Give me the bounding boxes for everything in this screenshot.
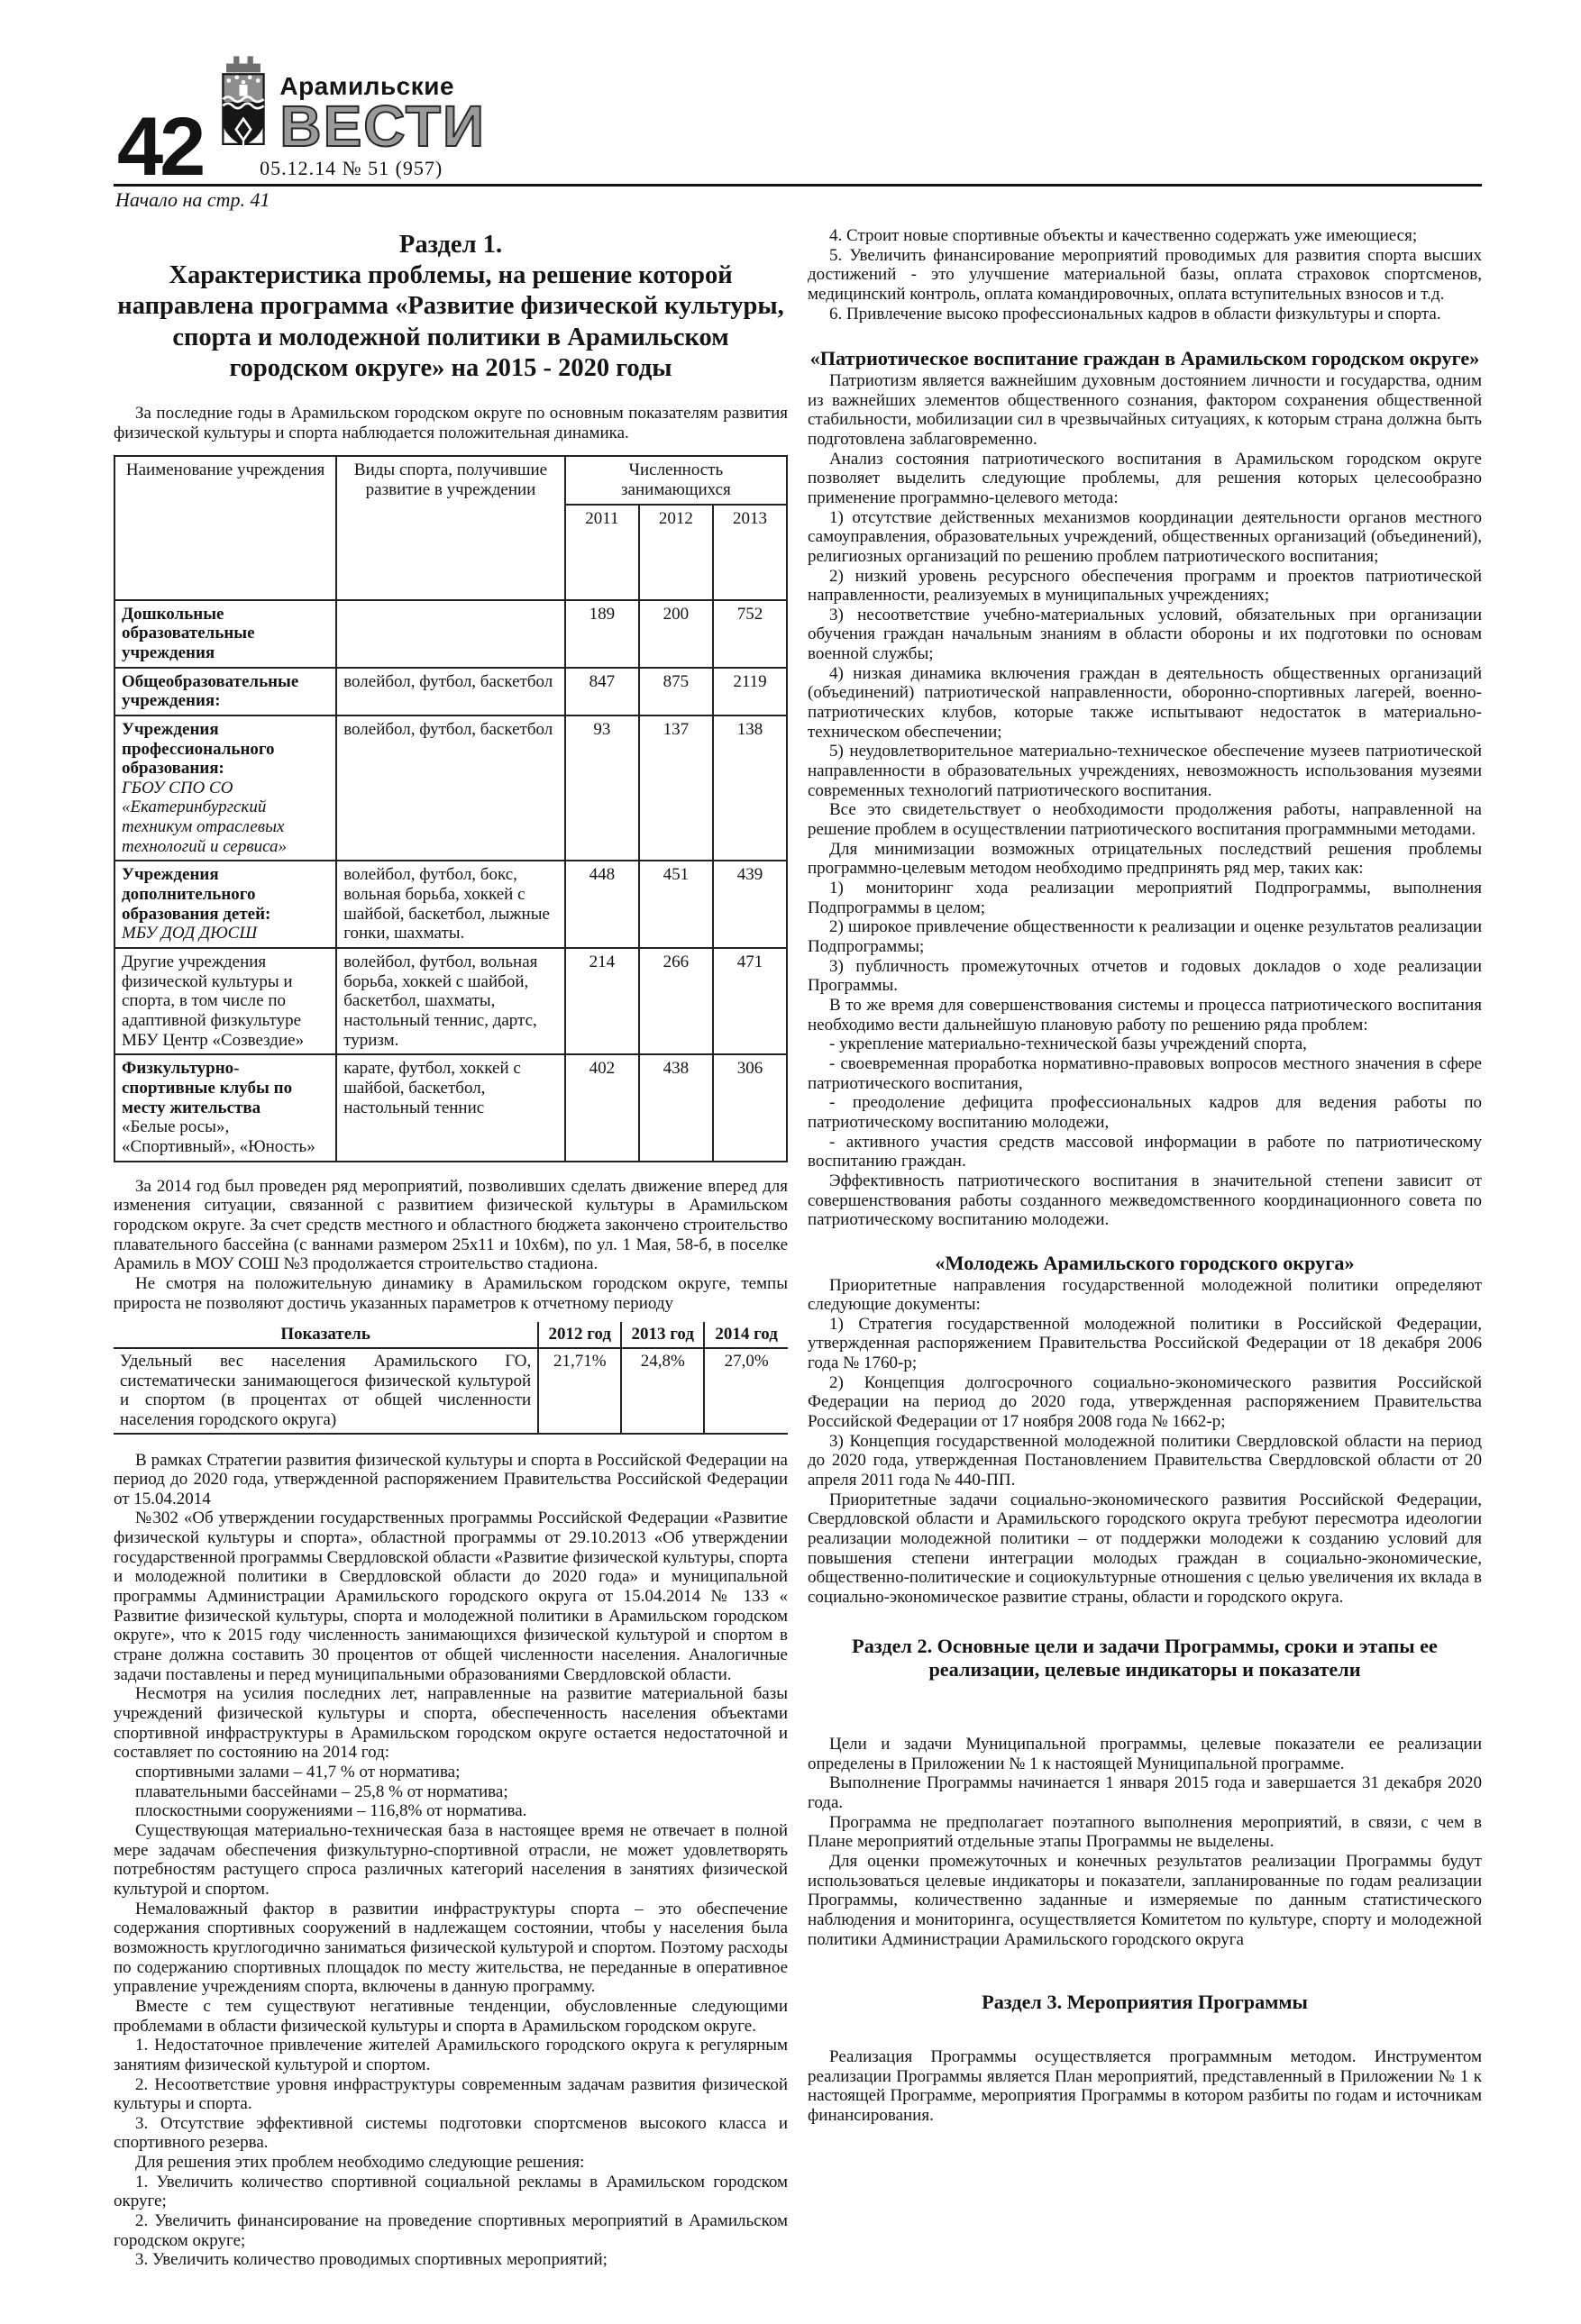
article-body (114, 226, 1482, 2270)
cell-sports: карате, футбол, хоккей с шайбой, баскетбол, настольный теннис (336, 1054, 565, 1161)
paragraph: плоскостными сооружениями – 116,8% от норматива. (135, 1801, 527, 1821)
continuation-note: Начало на стр. 41 (115, 188, 270, 211)
column-header-2011: 2011 (565, 505, 639, 600)
cell-sports: волейбол, футбол, вольная борьба, хоккей с шайбой, баскетбол, шахматы, настольный теннис, дартс, туризм. (336, 948, 565, 1054)
table-row (114, 948, 787, 1054)
cell-2013: 471 (713, 948, 787, 1054)
header-rule (114, 184, 1482, 187)
paragraph: 1) мониторинг хода реализации мероприятий Подпрограммы, выполнения Подпрограммы в целом; (808, 879, 1482, 917)
paragraph: 1) Стратегия государственной молодежной политики в Российской Федерации, утвержденная распоряжением Правительства Российской Федерации от 18 декабря 2006 года № 1760-р; (808, 1314, 1482, 1373)
logo-block (216, 50, 486, 180)
section-1-heading-rest: Характеристика проблемы, на решение которой направлена программа «Развитие физической культуры, спорта и молодежной политики в Арамильском городском округе» на 2015 - 2020 годы (117, 261, 784, 382)
paragraph: 3. Увеличить количество проводимых спортивных мероприятий; (135, 2250, 608, 2270)
cell-2014-value: 27,0% (704, 1348, 788, 1434)
issue-line: 05.12.14 № 51 (957) (260, 157, 443, 179)
cell-institution: Дошкольные образовательные учреждения (114, 600, 336, 668)
cell-2012: 266 (639, 948, 713, 1054)
column-header-2012: 2012 (639, 505, 713, 600)
table-row (114, 600, 787, 668)
institutions-table (114, 455, 788, 1162)
masthead (114, 50, 1482, 194)
cell-2013: 306 (713, 1054, 787, 1161)
column-header-count: Численность занимающихся (565, 456, 787, 504)
cell-2013-value: 24,8% (621, 1348, 704, 1434)
paragraph: 1. Увеличить количество спортивной социальной рекламы в Арамильском городском округе; (114, 2172, 788, 2211)
paragraph: 4. Строит новые спортивные объекты и качественно содержать уже имеющиеся; (829, 226, 1418, 245)
cell-institution: Физкультурно-спортивные клубы по месту жительства «Белые росы», «Спортивный», «Юность» (114, 1054, 336, 1161)
paragraph: 2) Концепция долгосрочного социально-экономического развития Российской Федерации на период до 2020 года, утвержденная распоряжением Правительства Российской Федерации от 17 ноября 2008 года № 1662-р; (808, 1372, 1482, 1432)
paragraph: Для решения этих проблем необходимо следующие решения: (135, 2153, 585, 2173)
cell-sports: волейбол, футбол, бокс, вольная борьба, хоккей с шайбой, баскетбол, лыжные гонки, шахматы. (336, 861, 565, 948)
paragraph: Реализация Программы осуществляется программным методом. Инструментом реализации Программы является План мероприятий, представленный в Приложении № 1 к настоящей Программе, мероприятия Программы в котором разбиты по годам и источникам финансирования. (808, 2046, 1482, 2125)
paragraph: Цели и задачи Муниципальной программы, целевые показатели ее реализации определены в Приложении № 1 к настоящей Муниципальной программе. (808, 1735, 1482, 1773)
paragraph: - преодоление дефицита профессиональных кадров для ведения работы по патриотическому воспитанию молодежи, (808, 1093, 1482, 1132)
cell-institution: Общеобразовательные учреждения: (114, 668, 336, 715)
cell-2011: 402 (565, 1054, 639, 1161)
cell-2012: 438 (639, 1054, 713, 1161)
paragraph: 3. Отсутствие эффективной системы подготовки спортсменов высокого класса и спортивного резерва. (114, 2113, 788, 2153)
paragraph: плавательными бассейнами – 25,8 % от норматива; (135, 1782, 508, 1801)
paragraph: Приоритетные задачи социально-экономического развития Российской Федерации, Свердловской области и Арамильского городского округа требуют пересмотра идеологии реализации молодежной политики – от поддержки молодежи к созданию условий для повышения степени интеграции молодых граждан в социально-экономические, общественно-политические и социокультурные отношения с целью увеличения их вклада в социально-экономическое развитие страны, области и городского округа. (808, 1490, 1482, 1607)
cell-2012-value: 21,71% (538, 1348, 621, 1434)
column-header-2014: 2014 год (704, 1322, 788, 1348)
column-header-2013: 2013 (713, 505, 787, 600)
paragraph: Все это свидетельствует о необходимости продолжения работы, направленной на решение проблем в осуществлении патриотического воспитания программными методами. (808, 800, 1482, 840)
cell-2011: 93 (565, 715, 639, 861)
paragraph: Не смотря на положительную динамику в Арамильском городском округе, темпы прироста не позволяют достичь указанных параметров к отчетному периоду (114, 1273, 788, 1313)
paragraph: В рамках Стратегии развития физической культуры и спорта в Российской Федерации на период до 2020 года, утвержденной распоряжением Правительства Российской Федерации от 15.04.2014 (114, 1450, 788, 1508)
cell-sports: волейбол, футбол, баскетбол (336, 715, 565, 861)
cell-2011: 847 (565, 668, 639, 715)
paragraph: спортивными залами – 41,7 % от норматива; (135, 1763, 461, 1782)
cell-institution: Другие учреждения физической культуры и спорта, в том числе по адаптивной физкультуре МБУ Центр «Созвездие» (114, 948, 336, 1054)
paragraph: В то же время для совершенствования системы и процесса патриотического воспитания необходимо вести дальнейшую плановую работу по решению ряда проблем: (808, 995, 1482, 1034)
right-column (808, 226, 1482, 2126)
column-header-2012: 2012 год (538, 1322, 621, 1348)
cell-2012: 137 (639, 715, 713, 861)
section-1-heading-line1: Раздел 1. (398, 231, 503, 259)
page-number: 42 (117, 101, 203, 194)
cell-2012: 200 (639, 600, 713, 668)
paragraph: 4) низкая динамика включения граждан в деятельность общественных организаций (объединений) патриотической направленности, оборонно-спортивных лагерей, военно-патриотических клубов, которые также испытывают недостаток в материально-техническом обеспечении; (808, 663, 1482, 742)
paragraph: Программа не предполагает поэтапного выполнения мероприятий, в связи, с чем в Плане мероприятий отдельные этапы Программы не выделены. (808, 1812, 1482, 1852)
paragraph: 3) Концепция государственной молодежной политики Свердловской области на период до 2020 года, утвержденная Постановлением Правительства Свердловской области от 20 апреля 2011 года № 440-ПП. (808, 1431, 1482, 1490)
paragraph: Несмотря на усилия последних лет, направленные на развитие материальной базы учреждений физической культуры и спорта, обеспеченность населения объектами спортивной инфраструктуры в Арамильском городском округе остается недостаточной и составляет по состоянию на 2014 год: (114, 1684, 788, 1763)
cell-2013: 138 (713, 715, 787, 861)
cell-2013: 2119 (713, 668, 787, 715)
paragraph: №302 «Об утверждении государственных программы Российской Федерации «Развитие физической культуры и спорта», областной программы от 29.10.2013 «Об утверждении государственной программы Свердловской области «Развитие физической культуры, спорта и молодежной политики в Свердловской области до 2020 года» и муниципальной программы Администрации Арамильского городского округа от 15.04.2014 № 133 « Развитие физической культуры, спорта и молодежной политики в Арамильском городском округе», что к 2015 году численность занимающихся физической культурой и спортом в стране должна составить 30 процентов от общей численности населения. Аналогичные задачи поставлены и перед муниципальными образованиями Свердловской области. (114, 1508, 788, 1684)
table-row (114, 715, 787, 861)
patriotic-section-heading: «Патриотическое воспитание граждан в Арамильском городском округе» (809, 347, 1480, 370)
paragraph: 5) неудовлетворительное материально-техническое обеспечение музеев патриотической направленности в образовательных учреждениях, невозможность использования музеями современных технологий патриотического воспитания. (808, 742, 1482, 800)
cell-2012: 875 (639, 668, 713, 715)
paragraph: 3) публичность промежуточных отчетов и годовых докладов о ходе реализации Программы. (808, 956, 1482, 996)
indicators-table (114, 1322, 788, 1434)
paragraph: 2. Несоответствие уровня инфраструктуры современным задачам развития физической культуры и спорта. (114, 2074, 788, 2114)
youth-section-heading: «Молодежь Арамильского городского округа» (935, 1251, 1355, 1274)
paragraph: Существующая материально-техническая база в настоящее время не отвечает в полной мере задачам обеспечения физкультурно-спортивной отрасли, не может удовлетворять потребностям растущего спроса различных категорий населения в занятиях физической культурой и спортом. (114, 1820, 788, 1899)
paragraph: Анализ состояния патриотического воспитания в Арамильском городском округе позволяет выделить следующие проблемы, для решения которых целесообразно применение программно-целевого метода: (808, 449, 1482, 507)
table-row (114, 1348, 788, 1434)
paragraph: За последние годы в Арамильском городском округе по основным показателям развития физической культуры и спорта наблюдается положительная динамика. (114, 403, 788, 442)
paragraph: 5. Увеличить финансирование мероприятий проводимых для развития спорта высших достижений - это улучшение материальной базы, оплата страховок спортсменов, медицинский контроль, оплата командировочных, оплата вступительных взносов и т.д. (808, 245, 1482, 304)
cell-institution: Учреждения дополнительного образования детей: МБУ ДОД ДЮСШ (114, 861, 336, 948)
paragraph: 1) отсутствие действенных механизмов координации деятельности органов местного самоуправления, образовательных учреждений, общественных организаций (объединений), религиозных организаций по решению проблем патриотического воспитания; (808, 507, 1482, 566)
paragraph: Патриотизм является важнейшим духовным достоянием личности и государства, одним из важнейших элементов общественного сознания, фактором сохранения общественной стабильности, мобилизации сил в чрезвычайных ситуациях, к которым страна должна быть подготовлена заблаговременно. (808, 370, 1482, 449)
coat-of-arms-icon (216, 50, 270, 151)
paragraph: Вместе с тем существуют негативные тенденции, обусловленные следующими проблемами в области физической культуры и спорта в Арамильском городском округе. (114, 1996, 788, 2036)
masthead-title-main: ВЕСТИ (279, 93, 486, 159)
cell-2011: 214 (565, 948, 639, 1054)
left-column (114, 226, 788, 2270)
paragraph: Приоритетные направления государственной молодежной политики определяют следующие документы: (808, 1275, 1482, 1315)
paragraph: Для минимизации возможных отрицательных последствий решения проблемы программно-целевым методом необходимо предпринять ряд мер, таких как: (808, 839, 1482, 879)
paragraph: Для оценки промежуточных и конечных результатов реализации Программы будут использоваться целевые индикаторы и показатели, запланированные по годам реализации Программы, количественно заданные и измеряемые по данным статистического наблюдения и мониторинга, осуществляется Комитетом по культуре, спорту и молодежной политики Администрации Арамильского городского округа (808, 1851, 1482, 1949)
table-row (114, 1054, 787, 1161)
paragraph: - активного участия средств массовой информации в работе по патриотическому воспитанию граждан. (808, 1132, 1482, 1171)
paragraph: 1. Недостаточное привлечение жителей Арамильского городского округа к регулярным занятиям физической культурой и спортом. (114, 2036, 788, 2074)
paragraph: - укрепление материально-технической базы учреждений спорта, (829, 1034, 1307, 1054)
table-row (114, 668, 787, 715)
column-header-2013: 2013 год (621, 1322, 704, 1348)
cell-2013: 752 (713, 600, 787, 668)
cell-sports (336, 600, 565, 668)
paragraph: 6. Привлечение высоко профессиональных кадров в области физкультуры и спорта. (829, 304, 1441, 324)
cell-indicator: Удельный вес населения Арамильского ГО, систематически занимающегося физической культурой и спортом (в процентах от общей численности населения городского округа) (114, 1348, 538, 1434)
section-1-heading (114, 230, 788, 384)
table-row (114, 861, 787, 948)
masthead-title-top: Арамильские (279, 71, 455, 100)
paragraph: Выполнение Программы начинается 1 января 2015 года и завершается 31 декабря 2020 года. (808, 1773, 1482, 1812)
paragraph: 2) низкий уровень ресурсного обеспечения программ и проектов патриотической направленности, реализуемых в муниципальных учреждениях; (808, 566, 1482, 606)
column-header-institution: Наименование учреждения (114, 456, 336, 599)
paragraph: За 2014 год был проведен ряд мероприятий, позволивших сделать движение вперед для изменения ситуации, связанной с развитием физической культуры в Арамильском городском округе. За счет средств местного и областного бюджета закончено строительство плавательного бассейна (с ваннами размером 25х11 и 10х6м), по ул. 1 Мая, 58-б, в поселке Арамиль в МОУ СОШ №3 продолжается строительство стадиона. (114, 1176, 788, 1274)
column-header-indicator: Показатель (114, 1322, 538, 1348)
paragraph: Эффективность патриотического воспитания в значительной степени зависит от совершенствования работы созданного межведомственного координационного совета по патриотическому воспитанию молодежи. (808, 1171, 1482, 1230)
cell-2012: 451 (639, 861, 713, 948)
paragraph: - своевременная проработка нормативно-правовых вопросов местного значения в сфере патриотического воспитания, (808, 1053, 1482, 1093)
paragraph: 2. Увеличить финансирование на проведение спортивных мероприятий в Арамильском городском округе; (114, 2211, 788, 2250)
section-2-heading: Раздел 2. Основные цели и задачи Программы, сроки и этапы ее реализации, целевые индикаторы и показатели (852, 1634, 1438, 1681)
paragraph: Немаловажный фактор в развитии инфраструктуры спорта – это обеспечение содержания спортивных сооружений в надлежащем состоянии, чтобы у населения была возможность круглогодично заниматься физической культурой и спортом. Поэтому расходы по содержанию спортивных площадок по месту жительства, не переданные в оперативное управление учреждениям спорта, включены в данную программу. (114, 1899, 788, 1997)
paragraph: 2) широкое привлечение общественности к реализации и оценке результатов реализации Подпрограммы; (808, 917, 1482, 956)
cell-institution: Учреждения профессионального образования: ГБОУ СПО СО «Екатеринбургский техникум отраслевых технологий и сервиса» (114, 715, 336, 861)
table-header-row (114, 456, 787, 504)
section-3-heading: Раздел 3. Мероприятия Программы (982, 1991, 1308, 2014)
table-header-row (114, 1322, 788, 1348)
cell-2013: 439 (713, 861, 787, 948)
paragraph: 3) несоответствие учебно-материальных условий, обязательных при организации обучения граждан начальным знаниям в области обороны и их подготовки по основам военной службы; (808, 605, 1482, 664)
cell-2011: 448 (565, 861, 639, 948)
column-header-sports: Виды спорта, получившие развитие в учреждении (336, 456, 565, 599)
cell-2011: 189 (565, 600, 639, 668)
cell-sports: волейбол, футбол, баскетбол (336, 668, 565, 715)
